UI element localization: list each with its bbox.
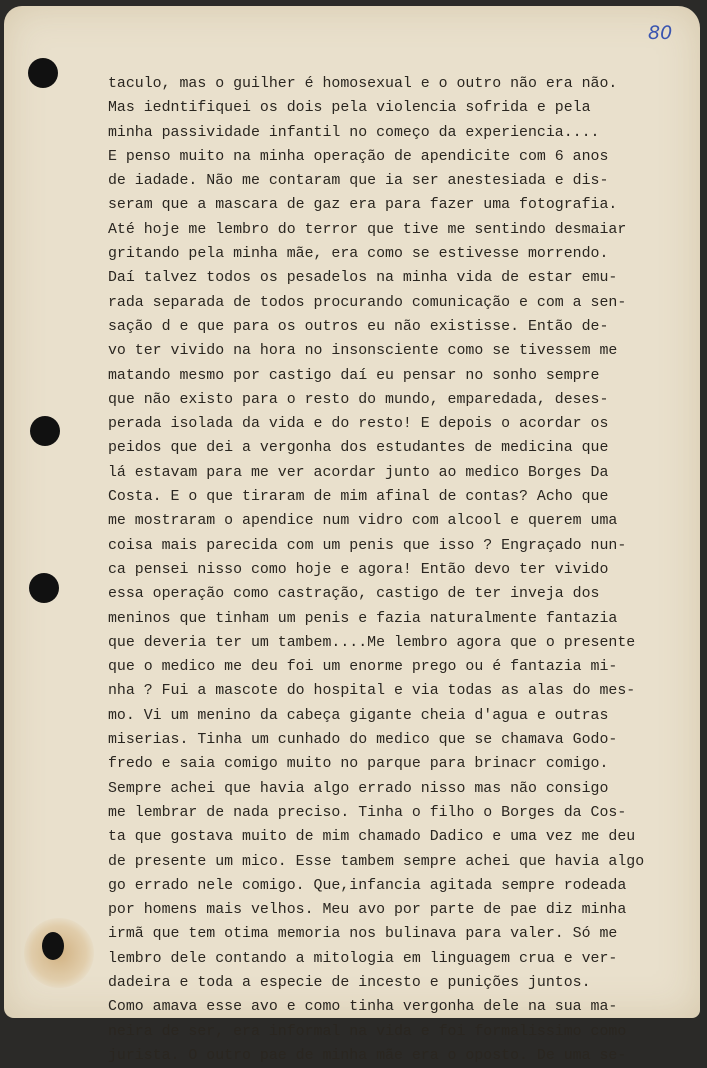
text-line: Mas iedntifiquei os dois pela violencia sofrida e pela [108, 100, 591, 117]
text-line: nha ? Fui a mascote do hospital e via todas as alas do mes- [108, 683, 636, 700]
typed-text-body [108, 72, 702, 1068]
text-line: Costa. E o que tiraram de mim afinal de contas? Acho que [108, 489, 609, 506]
binder-hole-lower-middle [29, 573, 59, 603]
text-line: sação d e que para os outros eu não existisse. Então de- [108, 318, 609, 335]
text-line: por homens mais velhos. Meu avo por parte de pae diz minha [108, 902, 627, 919]
text-line: Sempre achei que havia algo errado nisso mas não consigo [108, 780, 609, 797]
text-line: lembro dele contando a mitologia em linguagem crua e ver- [108, 950, 618, 967]
text-line: minha passividade infantil no começo da experiencia.... [108, 124, 600, 141]
text-line: essa operação como castração, castigo de ter inveja dos [108, 586, 600, 603]
text-line: de presente um mico. Esse tambem sempre achei que havia algo [108, 853, 645, 870]
binder-hole-upper-middle [30, 416, 60, 446]
text-line: meninos que tinham um penis e fazia naturalmente fantazia [108, 610, 618, 627]
text-line: fredo e saia comigo muito no parque para brinacr comigo. [108, 756, 609, 773]
text-line: que não existo para o resto do mundo, emparedada, deses- [108, 391, 609, 408]
text-line: miserias. Tinha um cunhado do medico que se chamava Godo- [108, 732, 618, 749]
text-line: go errado nele comigo. Que,infancia agitada sempre rodeada [108, 877, 627, 894]
text-line: Até hoje me lembro do terror que tive me sentindo desmaiar [108, 221, 627, 238]
text-line: seram que a mascara de gaz era para fazer uma fotografia. [108, 197, 618, 214]
text-line: de iadade. Não me contaram que ia ser anestesiada e dis- [108, 173, 609, 190]
text-line: coisa mais parecida com um penis que isso ? Engraçado nun- [108, 537, 627, 554]
text-line: que deveria ter um tambem....Me lembro agora que o presente [108, 634, 636, 651]
text-line: E penso muito na minha operação de apendicite com 6 anos [108, 148, 609, 165]
text-line: Daí talvez todos os pesadelos na minha vida de estar emu- [108, 270, 618, 287]
text-line: jurista. O outro pae de minha mãe era o oposto. De uma se- [108, 1047, 627, 1064]
text-line: que o medico me deu foi um enorme prego ou é fantazia mi- [108, 659, 618, 676]
text-line: dadeira e toda a especie de incesto e punições juntos. [108, 974, 591, 991]
text-line: perada isolada da vida e do resto! E depois o acordar os [108, 416, 609, 433]
typed-page [4, 6, 700, 1064]
binder-hole-top [28, 58, 58, 88]
text-line: matando mesmo por castigo daí eu pensar no sonho sempre [108, 367, 600, 384]
page-number: 80 [648, 22, 673, 44]
text-line: lá estavam para me ver acordar junto ao medico Borges Da [108, 464, 609, 481]
text-line: vo ter vivido na hora no insonsciente como se tivessem me [108, 343, 618, 360]
text-line: rada separada de todos procurando comunicação e com a sen- [108, 294, 627, 311]
text-line: neira de ser, era informal na vida e foi formalissimo como [108, 1023, 627, 1040]
text-line: me mostraram o apendice num vidro com alcool e querem uma [108, 513, 618, 530]
text-line: me lembrar de nada preciso. Tinha o filho o Borges da Cos- [108, 804, 627, 821]
text-line: ta que gostava muito de mim chamado Dadico e uma vez me deu [108, 829, 636, 846]
text-line: Como amava esse avo e como tinha vergonha dele na sua ma- [108, 999, 618, 1016]
text-line: peidos que dei a vergonha dos estudantes de medicina que [108, 440, 609, 457]
binder-hole-bottom [42, 932, 64, 960]
text-line: irmã que tem otima memoria nos bulinava para valer. Só me [108, 926, 618, 943]
text-line: ca pensei nisso como hoje e agora! Então devo ter vivido [108, 561, 609, 578]
text-line: taculo, mas o guilher é homosexual e o outro não era não. [108, 76, 618, 92]
text-line: gritando pela minha mãe, era como se estivesse morrendo. [108, 246, 609, 263]
text-line: mo. Vi um menino da cabeça gigante cheia d'agua e outras [108, 707, 609, 724]
